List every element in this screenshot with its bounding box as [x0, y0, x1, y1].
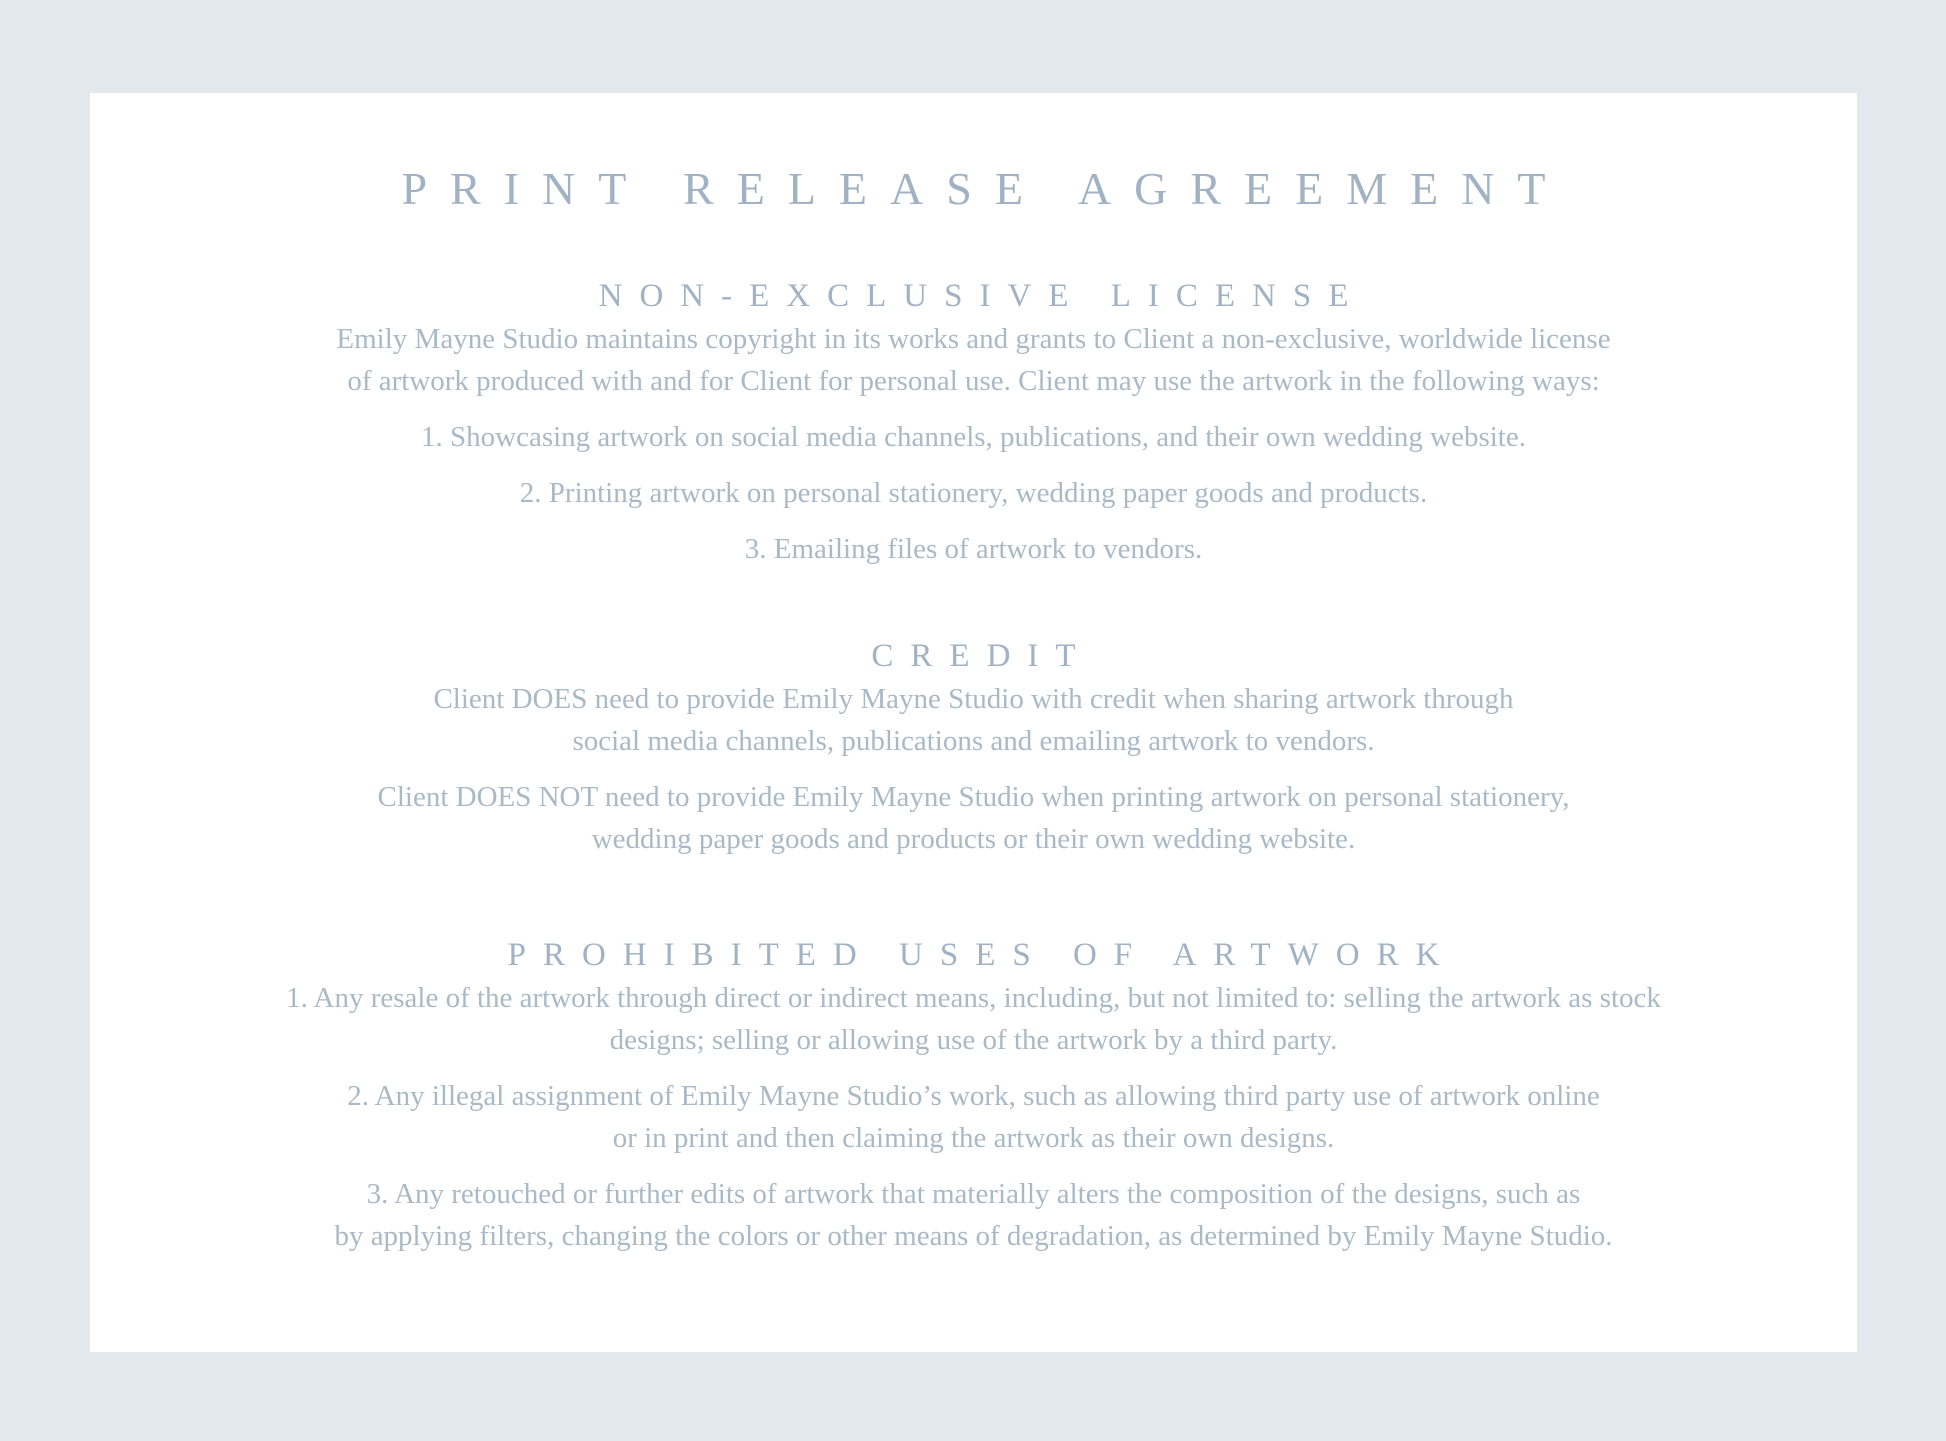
- section-heading-prohibited: PROHIBITED USES OF ARTWORK: [507, 937, 1457, 973]
- credit-paragraph-2-line-2: wedding paper goods and products or their own wedding website.: [591, 823, 1356, 855]
- prohibited-item-1-line-2: designs; selling or allowing use of the artwork by a third party.: [609, 1024, 1338, 1056]
- prohibited-item-2: [90, 1075, 1857, 1159]
- credit-paragraph-1: [90, 678, 1857, 762]
- license-item-2: 2. Printing artwork on personal stationery, wedding paper goods and products.: [519, 477, 1428, 509]
- license-item-3: 3. Emailing files of artwork to vendors.: [744, 533, 1203, 565]
- credit-paragraph-1-line-2: social media channels, publications and emailing artwork to vendors.: [572, 725, 1375, 757]
- prohibited-item-2-line-1: 2. Any illegal assignment of Emily Mayne Studio’s work, such as allowing third party use of artwork online: [347, 1080, 1600, 1112]
- prohibited-item-3-line-2: by applying filters, changing the colors or other means of degradation, as determined by Emily Mayne Studio.: [334, 1220, 1613, 1252]
- prohibited-item-2-line-2: or in print and then claiming the artwork as their own designs.: [612, 1122, 1335, 1154]
- agreement-card: [90, 93, 1857, 1352]
- prohibited-item-3-line-1: 3. Any retouched or further edits of artwork that materially alters the composition of the designs, such as: [366, 1178, 1581, 1210]
- credit-paragraph-2-line-1: Client DOES NOT need to provide Emily Mayne Studio when printing artwork on personal stationery,: [377, 781, 1570, 813]
- license-item-1: 1. Showcasing artwork on social media channels, publications, and their own wedding website.: [421, 421, 1526, 453]
- section-prohibited-uses: [90, 933, 1857, 1257]
- prohibited-item-1: [90, 977, 1857, 1061]
- section-heading-credit: CREDIT: [871, 638, 1093, 674]
- license-intro: [90, 318, 1857, 402]
- section-non-exclusive-license: [90, 274, 1857, 570]
- credit-paragraph-2: [90, 776, 1857, 860]
- prohibited-item-3: [90, 1173, 1857, 1257]
- license-intro-line-1: Emily Mayne Studio maintains copyright in its works and grants to Client a non-exclusive, worldwide license: [336, 323, 1611, 355]
- license-intro-line-2: of artwork produced with and for Client for personal use. Client may use the artwork in the following ways:: [347, 365, 1600, 397]
- credit-paragraph-1-line-1: Client DOES need to provide Emily Mayne Studio with credit when sharing artwork through: [433, 683, 1514, 715]
- section-heading-license: NON-EXCLUSIVE LICENSE: [598, 278, 1366, 314]
- prohibited-item-1-line-1: 1. Any resale of the artwork through direct or indirect means, including, but not limited to: selling the artwork as stock: [286, 982, 1661, 1014]
- section-credit: [90, 634, 1857, 860]
- page-title: PRINT RELEASE AGREEMENT: [401, 163, 1569, 214]
